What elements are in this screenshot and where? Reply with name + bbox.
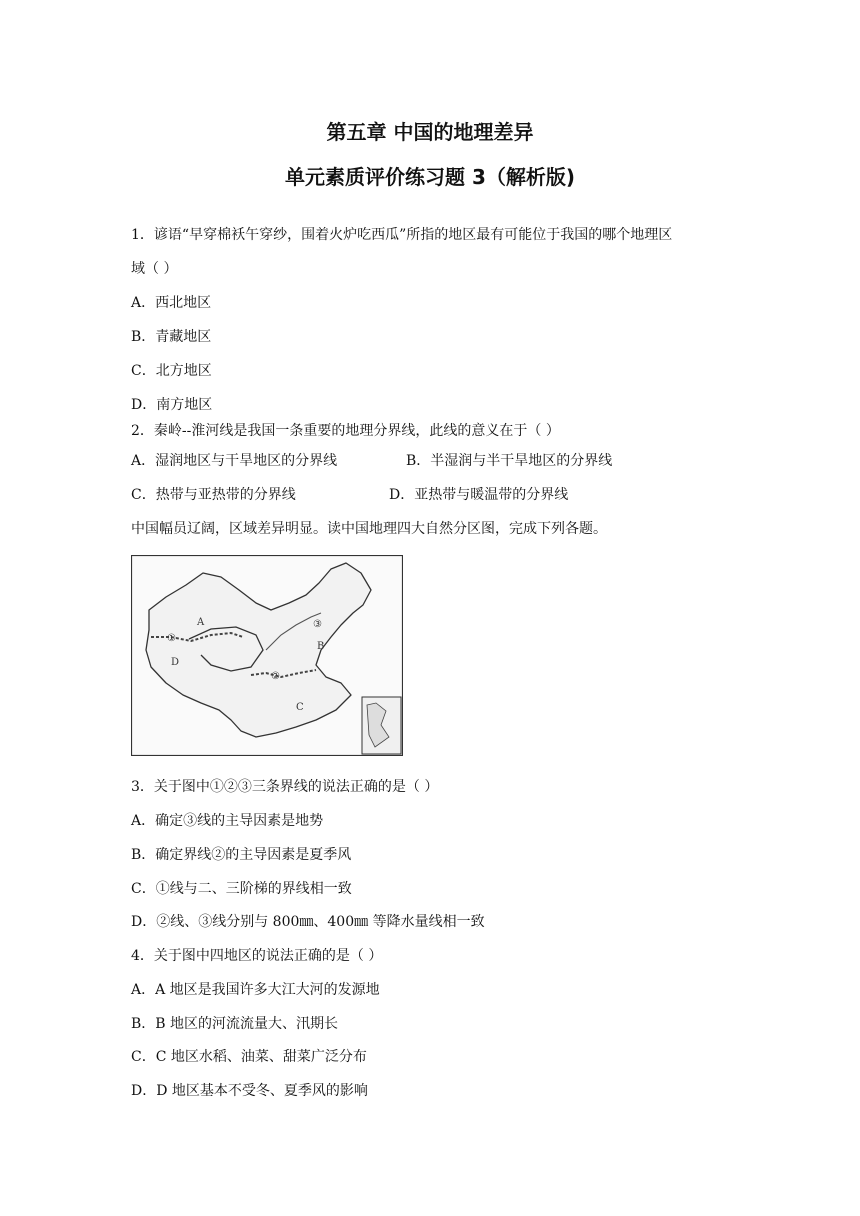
- q1-stem-line2: 域（ ）: [131, 261, 178, 277]
- q3-option-b: B．确定界线②的主导因素是夏季风: [131, 847, 352, 863]
- q2-option-d: D．亚热带与暖温带的分界线: [389, 487, 569, 503]
- q3-option-d: D．②线、③线分别与 800㎜、400㎜ 等降水量线相一致: [131, 914, 485, 930]
- q1-option-b: B．青藏地区: [131, 329, 212, 345]
- q2-option-c: C．热带与亚热带的分界线: [131, 487, 296, 503]
- q1-option-a: A．西北地区: [131, 295, 212, 311]
- q4-stem: 4．关于图中四地区的说法正确的是（ ）: [131, 948, 383, 964]
- q2-option-a: A．湿润地区与干旱地区的分界线: [131, 453, 338, 469]
- map-label-b: B: [317, 641, 325, 652]
- map-label-a: A: [197, 617, 205, 628]
- q1-option-d: D．南方地区: [131, 397, 213, 413]
- china-regions-map: [131, 555, 403, 756]
- q4-option-a: A．A 地区是我国许多大江大河的发源地: [131, 982, 380, 998]
- map-label-line-2: ②: [271, 671, 280, 682]
- map-label-d: D: [171, 657, 180, 668]
- document-subtitle: 单元素质评价练习题 3（解析版): [284, 165, 576, 189]
- q4-option-d: D．D 地区基本不受冬、夏季风的影响: [131, 1083, 368, 1099]
- document-title: 第五章 中国的地理差异: [326, 120, 534, 144]
- q3-stem: 3．关于图中①②③三条界线的说法正确的是（ ）: [131, 779, 439, 795]
- q1-option-c: C．北方地区: [131, 363, 212, 379]
- map-label-line-3: ③: [313, 619, 322, 630]
- q3-option-a: A．确定③线的主导因素是地势: [131, 813, 324, 829]
- q2-stem: 2．秦岭--淮河线是我国一条重要的地理分界线，此线的意义在于（ ）: [131, 423, 560, 439]
- q4-option-c: C．C 地区水稻、油菜、甜菜广泛分布: [131, 1049, 367, 1065]
- q3-option-c: C．①线与二、三阶梯的界线相一致: [131, 881, 352, 897]
- q4-option-b: B．B 地区的河流流量大、汛期长: [131, 1016, 339, 1032]
- map-label-c: C: [296, 702, 304, 713]
- map-label-line-1: ①: [167, 633, 176, 644]
- q1-stem-line1: 1．谚语“早穿棉袄午穿纱，围着火炉吃西瓜”所指的地区最有可能位于我国的哪个地理区: [131, 227, 673, 243]
- map-intro: 中国幅员辽阔，区域差异明显。读中国地理四大自然分区图，完成下列各题。: [131, 521, 607, 537]
- q2-option-b: B．半湿润与半干旱地区的分界线: [406, 453, 613, 469]
